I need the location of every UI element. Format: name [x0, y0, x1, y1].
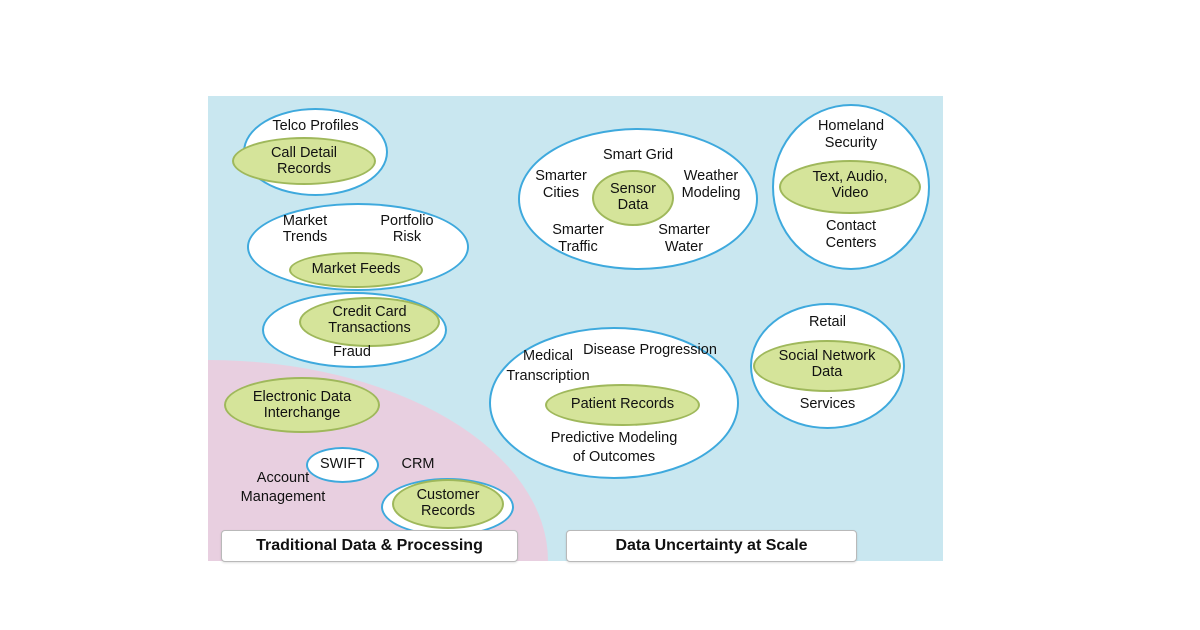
- label-predictive-modeling-line2: of Outcomes: [572, 449, 656, 465]
- label-text-audio-video-line1: Text, Audio,: [812, 169, 888, 185]
- label-patient-records: Patient Records: [570, 396, 675, 412]
- label-crm: CRM: [401, 456, 435, 472]
- label-sensor-data-line2: Data: [617, 197, 649, 213]
- label-sensor-data-line1: Sensor: [610, 181, 656, 197]
- label-customer-records-line2: Records: [421, 503, 475, 519]
- label-services: Services: [799, 396, 856, 412]
- label-portfolio-risk-line1: Portfolio: [380, 213, 434, 229]
- label-customer-records-line1: Customer: [416, 487, 480, 503]
- label-telco-profiles: Telco Profiles: [272, 118, 359, 134]
- label-portfolio-risk-line2: Risk: [392, 229, 422, 245]
- label-edi-line1: Electronic Data: [252, 389, 352, 405]
- label-market-feeds: Market Feeds: [311, 261, 401, 277]
- label-smarter-traffic-line2: Traffic: [558, 239, 598, 255]
- label-predictive-modeling-line1: Predictive Modeling: [550, 430, 678, 446]
- legend-data-uncertainty: Data Uncertainty at Scale: [566, 530, 857, 562]
- label-market-trends-line1: Market: [282, 213, 328, 229]
- label-account-management-line2: Management: [240, 489, 326, 505]
- label-call-detail-records-line1: Call Detail: [270, 145, 338, 161]
- label-homeland-security-line2: Security: [824, 135, 878, 151]
- label-smarter-water-line1: Smarter: [658, 222, 710, 238]
- label-smart-grid: Smart Grid: [602, 147, 674, 163]
- label-edi-line2: Interchange: [263, 405, 341, 421]
- label-smarter-traffic-line1: Smarter: [552, 222, 604, 238]
- label-smarter-cities-line1: Smarter: [535, 168, 587, 184]
- label-market-trends-line2: Trends: [282, 229, 328, 245]
- label-credit-card-line1: Credit Card: [332, 304, 407, 320]
- label-swift: SWIFT: [319, 456, 366, 472]
- legend-traditional-data: Traditional Data & Processing: [221, 530, 518, 562]
- label-disease-progression: Disease Progression: [583, 342, 717, 358]
- label-weather-modeling-line2: Modeling: [681, 185, 741, 201]
- label-contact-centers-line2: Centers: [825, 235, 877, 251]
- label-account-management-line1: Account: [256, 470, 310, 486]
- label-medical-transcription-line2: Transcription: [506, 368, 590, 384]
- label-weather-modeling-line1: Weather: [683, 168, 739, 184]
- label-social-network-line1: Social Network: [778, 348, 876, 364]
- label-contact-centers-line1: Contact: [826, 218, 876, 234]
- label-medical-transcription-line1: Medical: [523, 348, 573, 364]
- label-smarter-cities-line2: Cities: [542, 185, 580, 201]
- label-call-detail-records-line2: Records: [277, 161, 331, 177]
- label-credit-card-line2: Transactions: [328, 320, 411, 336]
- label-social-network-line2: Data: [811, 364, 843, 380]
- label-fraud: Fraud: [333, 344, 371, 360]
- label-text-audio-video-line2: Video: [831, 185, 869, 201]
- label-smarter-water-line2: Water: [664, 239, 704, 255]
- label-retail: Retail: [808, 314, 847, 330]
- label-homeland-security-line1: Homeland: [817, 118, 885, 134]
